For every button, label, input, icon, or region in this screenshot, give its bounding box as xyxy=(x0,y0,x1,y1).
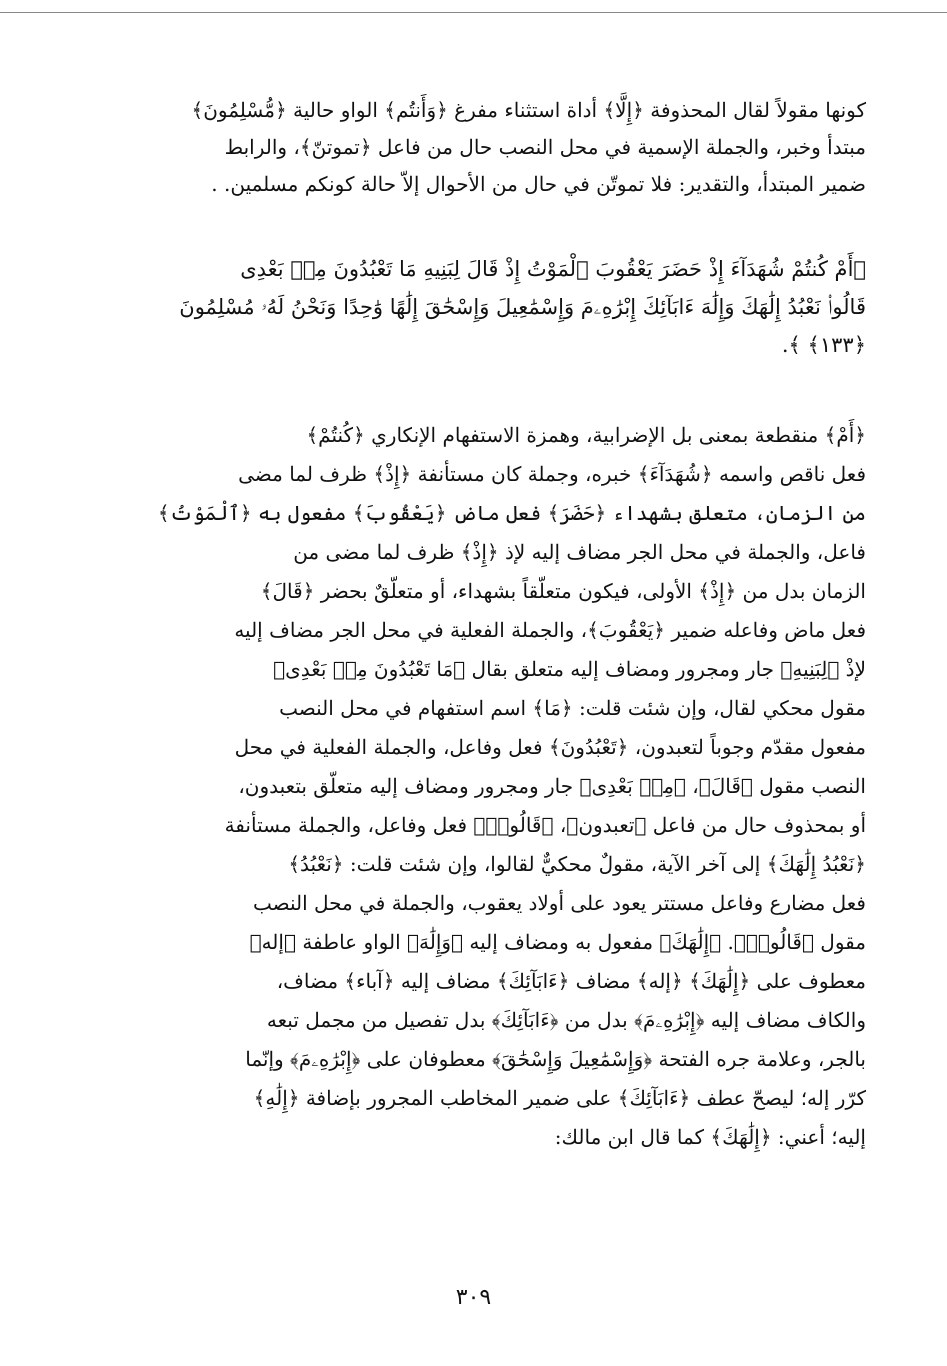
text-line: ﴿أَمْ﴾ منقطعة بمعنى بل الإضرابية، وهمزة الاستفهام الإنكاري ﴿كُنتُمْ﴾ xyxy=(306,423,866,447)
text-line: معطوف على ﴿إِلَٰهَكَ﴾ ﴿إله﴾ مضاف ﴿ءَابَآئِكَ﴾ مضاف إليه ﴿آباء﴾ مضاف، xyxy=(276,969,866,993)
text-line: ﴿نَعْبُدُ إِلَٰهَكَ﴾ إلى آخر الآية، مقولٌ محكيٌّ لقالوا، وإن شئت قلت: ﴿نَعْبُدُ﴾ xyxy=(288,852,866,876)
text-line: فعل ماض وفاعله ضمير ﴿يَعْقُوبَ﴾، والجملة الفعلية في محل الجر مضاف إليه xyxy=(234,618,866,642)
text-line: مفعول مقدّم وجوباً لتعبدون، ﴿تَعْبُدُونَ﴾ فعل وفاعل، والجملة الفعلية في محل xyxy=(234,735,866,759)
text-line: ضمير المبتدأ، والتقدير: فلا تموتّن في حال من الأحوال إلاّ حالة كونكم مسلمين. . xyxy=(211,172,866,196)
top-rule xyxy=(0,12,947,13)
text-line: فعل ناقص واسمه ﴿شُهَدَآءَ﴾ خبره، وجملة كان مستأنفة ﴿إِذْ﴾ ظرف لما مضى xyxy=(238,462,866,486)
text-line: فعل مضارع وفاعل مستتر يعود على أولاد يعقوب، والجملة في محل النصب xyxy=(252,891,866,915)
paragraph-intro xyxy=(100,92,866,203)
text-line: من الزمان، متعلق بشهداء ﴿حَضَرَ﴾ فعل ماض ﴿يَعْقُوبَ﴾ مفعول به ﴿ٱلْمَوْتُ﴾ xyxy=(157,501,866,525)
text-line: بالجر، وعلامة جره الفتحة ﴿وَإِسْمَٰعِيلَ وَإِسْحَٰقَ﴾ معطوفان على ﴿إِبْرَٰهِۦمَ﴾ وإنّما xyxy=(245,1047,866,1071)
text-line: أو بمحذوف حال من فاعل ﴿تعبدون﴾، ﴿قَالُوا۟﴾ فعل وفاعل، والجملة مستأنفة xyxy=(224,813,866,837)
text-line: مقول ﴿قَالُوا۟﴾. ﴿إِلَٰهَكَ﴾ مفعول به ومضاف إليه ﴿وَإِلَٰهَ﴾ الواو عاطفة ﴿إله﴾ xyxy=(249,930,866,954)
paragraph-analysis xyxy=(100,416,866,1157)
text-line: الزمان بدل من ﴿إِذْ﴾ الأولى، فيكون متعلّقاً بشهداء، أو متعلّقٌ بحضر ﴿قَالَ﴾ xyxy=(260,579,866,603)
verse-line: ﴿أَمْ كُنتُمْ شُهَدَآءَ إِذْ حَضَرَ يَعْقُوبَ ٱلْمَوْتُ إِذْ قَالَ لِبَنِيهِ مَا تَعْبُدُونَ مِنۢ بَعْدِى xyxy=(240,257,866,281)
page-number: ٣٠٩ xyxy=(455,1285,492,1310)
verse-line: ﴿١٣٣﴾ ﴾. xyxy=(781,333,866,357)
text-line: فاعل، والجملة في محل الجر مضاف إليه لإذ ﴿إِذْ﴾ ظرف لما مضى من xyxy=(293,540,866,564)
quran-verse xyxy=(100,250,866,364)
verse-line: قَالُوا۟ نَعْبُدُ إِلَٰهَكَ وَإِلَٰهَ ءَابَآئِكَ إِبْرَٰهِۦمَ وَإِسْمَٰعِيلَ وَإِسْحَٰقَ إِلَٰهًا وَٰحِدًا وَنَحْنُ لَهُۥ مُسْلِمُونَ xyxy=(179,295,866,319)
text-line: النصب مقول ﴿قَالَ﴾، ﴿مِنۢ بَعْدِى﴾ جار ومجرور ومضاف إليه متعلّق بتعبدون، xyxy=(238,774,866,798)
text-line: مبتدأ وخبر، والجملة الإسمية في محل النصب حال من فاعل ﴿تموتنّ﴾، والرابط xyxy=(224,135,866,159)
text-line: مقول محكي لقال، وإن شئت قلت: ﴿مَا﴾ اسم استفهام في محل النصب xyxy=(279,696,866,720)
text-line: والكاف مضاف إليه ﴿إِبْرَٰهِۦمَ﴾ بدل من ﴿ءَابَآئِكَ﴾ بدل تفصيل من مجمل تبعه xyxy=(266,1008,866,1032)
text-line: كرّر إله؛ ليصحّ عطف ﴿ءَابَآئِكَ﴾ على ضمير المخاطب المجرور بإضافة ﴿إِلَٰهِ﴾ xyxy=(253,1086,866,1110)
text-line: لإذْ ﴿لِبَنِيهِ﴾ جار ومجرور ومضاف إليه متعلق بقال ﴿مَا تَعْبُدُونَ مِنۢ بَعْدِى﴾ xyxy=(273,657,866,681)
text-line: كونها مقولاً لقال المحذوفة ﴿إِلَّا﴾ أداة استثناء مفرغ ﴿وَأَنتُم﴾ الواو حالية ﴿مُّسْلِمُونَ﴾ xyxy=(191,98,866,122)
text-line: إليه؛ أعني: ﴿إِلَٰهَكَ﴾ كما قال ابن مالك: xyxy=(554,1125,866,1149)
